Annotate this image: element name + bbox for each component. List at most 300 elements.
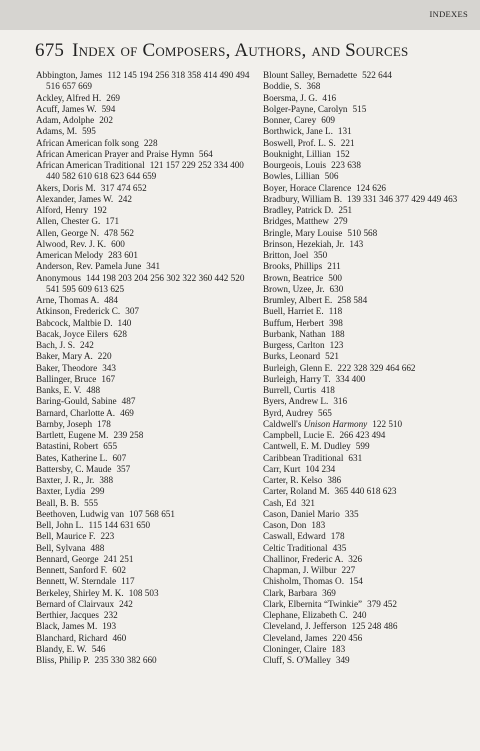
index-entry: [263, 486, 478, 497]
index-entry: [263, 621, 478, 632]
entry-pages: 388: [99, 475, 114, 485]
entry-pages: 521: [325, 351, 339, 362]
entry-name: Barnard, Charlotte A.: [36, 407, 116, 418]
entry-name: Cleveland, J. Jefferson: [263, 621, 347, 632]
entry-name: Adams, M.: [36, 126, 78, 137]
entry-name: Atkinson, Frederick C.: [36, 306, 121, 317]
entry-pages: 223 638: [331, 160, 361, 170]
index-entry: [263, 509, 478, 520]
entry-name: Brown, Beatrice: [263, 272, 324, 283]
index-entry: [263, 228, 478, 239]
index-entry: [263, 273, 478, 284]
index-entry: [36, 509, 251, 520]
index-entry: [36, 441, 251, 452]
entry-name: Chisholm, Thomas O.: [263, 576, 344, 587]
entry-name: Acuff, James W.: [36, 103, 97, 114]
index-entry: [263, 351, 478, 362]
index-entry: [263, 70, 478, 81]
entry-name: Babcock, Maltbie D.: [36, 317, 113, 328]
entry-name: Bacak, Joyce Eilers: [36, 328, 109, 339]
entry-name: Battersby, C. Maude: [36, 463, 112, 474]
index-entry: [263, 306, 478, 317]
entry-name: Baxter, Lydia: [36, 486, 86, 497]
entry-pages: 594: [101, 103, 116, 114]
index-entry: [36, 408, 251, 419]
index-entry: [36, 70, 251, 93]
index-entry: [263, 126, 478, 137]
entry-pages: 599: [355, 441, 370, 452]
entry-pages: 269: [106, 92, 121, 103]
index-entry: [263, 115, 478, 126]
entry-name: Burrell, Curtis: [263, 385, 317, 395]
entry-pages: 368: [306, 81, 321, 92]
entry-pages: 241 251: [103, 553, 134, 564]
index-entry: [36, 633, 251, 644]
entry-pages: 228: [143, 137, 158, 148]
entry-name: Brooks, Phillips: [263, 261, 323, 272]
entry-pages: 416: [322, 92, 337, 103]
entry-name: Anderson, Rev. Pamela June: [36, 261, 142, 272]
entry-name: Burleigh, Harry T.: [263, 373, 331, 384]
index-entry: [36, 318, 251, 329]
entry-name: Alwood, Rev. J. K.: [36, 238, 107, 249]
entry-name: Abbington, James: [36, 70, 103, 80]
index-entry: [263, 599, 478, 610]
index-entry: [263, 430, 478, 441]
entry-name: Banks, E. V.: [36, 385, 82, 395]
index-entry: [36, 396, 251, 407]
index-entry: [36, 104, 251, 115]
index-entry: [36, 644, 251, 655]
index-entry: [263, 239, 478, 250]
entry-pages: 139 331 346 377 429 449 463: [347, 193, 458, 204]
entry-name: Bennett, W. Sterndale: [36, 576, 117, 587]
entry-pages: 369: [322, 587, 336, 598]
index-entry: [36, 610, 251, 621]
index-entry: [263, 464, 478, 475]
entry-name: Baring-Gould, Sabine: [36, 396, 117, 407]
entry-name: Boersma, J. G.: [263, 92, 318, 103]
entry-pages: 220: [97, 351, 112, 362]
entry-name: Blanchard, Richard: [36, 632, 108, 643]
entry-name: Bennett, Sanford F.: [36, 565, 108, 575]
index-entry: [263, 93, 478, 104]
entry-name: Bell, John L.: [36, 520, 84, 530]
entry-pages: 487: [121, 396, 136, 407]
entry-pages: 211: [327, 261, 341, 272]
entry-pages: 124 626: [356, 182, 387, 193]
index-entry: [263, 396, 478, 407]
entry-name: Byers, Andrew L.: [263, 396, 329, 407]
index-entry: [263, 554, 478, 565]
index-entry: [263, 453, 478, 464]
entry-pages: 386: [327, 475, 342, 485]
index-entry: [36, 363, 251, 374]
index-entry: [263, 441, 478, 452]
index-entry: [263, 576, 478, 587]
entry-pages: 630: [329, 283, 344, 294]
index-entry: [263, 171, 478, 182]
entry-pages: 326: [348, 553, 363, 564]
entry-pages: 435: [332, 542, 347, 553]
entry-pages: 107 568 651: [129, 508, 175, 519]
section-label: INDEXES: [429, 9, 468, 19]
entry-name: Buell, Harriet E.: [263, 306, 324, 317]
index-entry: [263, 531, 478, 542]
entry-pages: 299: [90, 486, 105, 497]
index-entry: [263, 149, 478, 160]
entry-pages: 171: [105, 216, 120, 227]
entry-pages: 609: [321, 115, 335, 125]
index-column-left: [36, 70, 251, 666]
index-entry: [36, 261, 251, 272]
entry-name: Cason, Daniel Mario: [263, 508, 340, 519]
index-entry: [263, 588, 478, 599]
entry-pages: 279: [333, 216, 348, 227]
index-entry: [263, 498, 478, 509]
entry-pages: 555: [84, 497, 98, 508]
index-entry: [36, 115, 251, 126]
entry-name: African American Traditional: [36, 160, 145, 170]
entry-name: Bach, J. S.: [36, 340, 76, 350]
entry-name: Allen, Chester G.: [36, 216, 101, 227]
index-entry: [263, 160, 478, 171]
index-entry: [263, 81, 478, 92]
entry-name: Cleveland, James: [263, 632, 328, 643]
index-entry: [263, 261, 478, 272]
entry-pages: 418: [321, 385, 335, 395]
index-entry: [263, 543, 478, 554]
entry-name: Campbell, Lucie E.: [263, 430, 335, 440]
entry-pages: 258 584: [337, 295, 368, 305]
entry-name: Akers, Doris M.: [36, 182, 96, 193]
entry-pages: 118: [328, 306, 343, 317]
entry-pages: 460: [112, 632, 127, 643]
entry-pages: 152: [335, 148, 350, 159]
entry-name: Celtic Traditional: [263, 542, 328, 553]
entry-name: Clark, Elbernita “Twinkie”: [263, 598, 363, 609]
entry-name: Bell, Sylvana: [36, 542, 86, 553]
entry-pages: 631: [348, 452, 363, 463]
entry-pages: 115 144 631 650: [88, 520, 151, 530]
index-entry: [36, 126, 251, 137]
entry-pages: 506: [324, 171, 339, 182]
entry-name: Cluff, S. O'Malley: [263, 655, 331, 665]
entry-name: Beethoven, Ludwig van: [36, 508, 125, 519]
entry-name: Baker, Mary A.: [36, 351, 93, 362]
entry-name: Bourgeois, Louis: [263, 160, 327, 170]
entry-name: Berkeley, Shirley M. K.: [36, 587, 124, 598]
entry-pages: 178: [97, 418, 111, 429]
entry-pages: 123: [329, 340, 344, 350]
index-entry: [263, 363, 478, 374]
entry-pages: 341: [146, 261, 161, 272]
entry-name: Bridges, Matthew: [263, 216, 329, 227]
index-entry: [263, 520, 478, 531]
index-entry: [263, 329, 478, 340]
entry-pages: 104 234: [305, 463, 336, 474]
entry-name: Anonymous: [36, 272, 81, 283]
entry-name: Caribbean Traditional: [263, 452, 344, 463]
entry-pages: 235 330 382 660: [94, 655, 157, 665]
entry-name: Burleigh, Glenn E.: [263, 362, 333, 373]
entry-name: Challinor, Frederic A.: [263, 553, 344, 564]
index-entry: [263, 216, 478, 227]
entry-pages: 334 400: [335, 373, 366, 384]
entry-name: Barnby, Joseph: [36, 418, 93, 429]
entry-pages: 522 644: [362, 70, 392, 80]
entry-name: Beall, B. B.: [36, 497, 80, 508]
entry-pages: 121 157 229 252 334 400 440 582 610 618 623 644 659: [46, 160, 244, 182]
entry-pages: 655: [103, 441, 118, 452]
entry-pages: 232: [103, 610, 118, 620]
index-entry: [36, 520, 251, 531]
entry-pages: 192: [93, 205, 107, 215]
index-entry: [36, 295, 251, 306]
index-entry: [36, 385, 251, 396]
index-entry: [263, 138, 478, 149]
index-entry: [36, 160, 251, 183]
entry-pages: 350: [313, 250, 328, 260]
entry-pages: 343: [102, 362, 116, 373]
index-entry: [36, 588, 251, 599]
entry-name: Boddie, S.: [263, 81, 302, 92]
entry-pages: 484: [104, 295, 118, 305]
entry-pages: 251: [338, 205, 353, 215]
entry-name: Blandy, E. W.: [36, 643, 87, 654]
entry-name: Berthier, Jacques: [36, 610, 99, 620]
entry-name: Clark, Barbara: [263, 587, 318, 598]
index-entry: [36, 565, 251, 576]
index-entry: [36, 576, 251, 587]
index-entry: [36, 329, 251, 340]
entry-name: Ackley, Alfred H.: [36, 92, 102, 103]
index-entry: [263, 610, 478, 621]
entry-name: Chapman, J. Wilbur: [263, 565, 337, 575]
entry-name: Bennard, George: [36, 553, 99, 564]
index-entry: [263, 284, 478, 295]
entry-pages: 167: [101, 373, 116, 384]
entry-name: Cloninger, Claire: [263, 643, 327, 654]
index-entry: [36, 464, 251, 475]
index-entry: [36, 543, 251, 554]
entry-pages: 122 510: [372, 418, 403, 429]
entry-pages: 607: [112, 452, 127, 463]
index-entry: [263, 644, 478, 655]
index-entry: [263, 318, 478, 329]
entry-name: Carter, R. Kelso: [263, 475, 323, 485]
index-entry: [36, 239, 251, 250]
entry-pages: 144 198 203 204 256 302 322 360 442 520 541 595 609 613 625: [46, 272, 245, 294]
entry-pages: 242: [80, 340, 94, 350]
entry-pages: 222 328 329 464 662: [337, 362, 416, 373]
entry-pages: 307: [125, 306, 139, 317]
entry-pages: 515: [352, 103, 367, 114]
entry-pages: 125 248 486: [351, 621, 398, 632]
entry-pages: 317 474 652: [100, 182, 147, 193]
entry-pages: 266 423 494: [339, 430, 386, 440]
entry-name: Boyer, Horace Clarence: [263, 182, 352, 193]
index-entry: [36, 453, 251, 464]
index-entry: [36, 250, 251, 261]
entry-pages: 117: [121, 576, 135, 587]
entry-pages: 500: [328, 272, 342, 283]
entry-name: Alford, Henry: [36, 205, 89, 215]
index-entry: [263, 194, 478, 205]
entry-pages: 349: [335, 655, 350, 665]
entry-name: Arne, Thomas A.: [36, 295, 100, 305]
entry-name: Bartlett, Eugene M.: [36, 430, 109, 440]
entry-name: Carr, Kurt: [263, 463, 301, 474]
entry-pages: 227: [341, 565, 356, 575]
index-entry: [36, 621, 251, 632]
entry-pages: 131: [337, 126, 352, 137]
entry-name: Bowles, Lillian: [263, 171, 320, 182]
index-entry: [36, 554, 251, 565]
entry-name: Adam, Adolphe: [36, 115, 95, 125]
index-entry: [36, 599, 251, 610]
entry-name: Burbank, Nathan: [263, 328, 326, 339]
header-bar: [0, 0, 480, 30]
entry-name: Carter, Roland M.: [263, 486, 330, 497]
entry-pages: 239 258: [113, 430, 144, 440]
entry-pages: 188: [330, 328, 345, 339]
index-entry: [263, 475, 478, 486]
index-entry: [36, 340, 251, 351]
entry-name: Borthwick, Jane L.: [263, 126, 333, 137]
entry-name: Bradbury, William B.: [263, 193, 342, 204]
index-entry: [263, 385, 478, 396]
index-entry: [36, 205, 251, 216]
index-entry: [263, 565, 478, 576]
entry-pages: 140: [117, 317, 132, 328]
entry-name: Batastini, Robert: [36, 441, 99, 452]
entry-name: Byrd, Audrey: [263, 407, 314, 418]
entry-name: Bliss, Philip P.: [36, 655, 90, 665]
index-entry: [36, 228, 251, 239]
entry-name: Alexander, James W.: [36, 193, 114, 204]
entry-name: African American folk song: [36, 137, 139, 148]
index-entry: [263, 183, 478, 194]
entry-pages: 379 452: [367, 598, 397, 609]
entry-pages: 108 503: [128, 587, 159, 598]
index-entry: [36, 486, 251, 497]
entry-pages: 488: [90, 542, 105, 553]
entry-name: Burks, Leonard: [263, 351, 321, 362]
index-entry: [36, 475, 251, 486]
entry-pages: 357: [116, 463, 131, 474]
entry-pages: 202: [99, 115, 113, 125]
entry-pages: 221: [340, 137, 355, 148]
entry-pages: 178: [330, 531, 345, 542]
index-entry: [263, 408, 478, 419]
entry-name: African American Prayer and Praise Hymn: [36, 148, 194, 159]
entry-name: Buffum, Herbert: [263, 317, 325, 328]
index-entry: [36, 531, 251, 542]
entry-pages: 154: [349, 576, 363, 587]
entry-pages: 193: [102, 621, 117, 632]
entry-name: Blount Salley, Bernadette: [263, 70, 358, 80]
index-entry: [36, 351, 251, 362]
entry-name: Bouknight, Lillian: [263, 148, 331, 159]
entry-pages: 283 601: [108, 250, 138, 260]
index-entry: [263, 633, 478, 644]
entry-pages: 316: [333, 396, 348, 407]
title-text: Index of Composers, Authors, and Sources: [72, 40, 409, 61]
index-entry: [36, 419, 251, 430]
entry-pages: 510 568: [347, 227, 378, 238]
entry-name: Ballinger, Bruce: [36, 373, 97, 384]
entry-pages: 565: [318, 407, 332, 418]
index-entry: [263, 655, 478, 666]
entry-pages: 602: [112, 565, 127, 575]
entry-name: Brinson, Hezekiah, Jr.: [263, 238, 345, 249]
index-entry: [263, 340, 478, 351]
entry-pages: 240: [352, 610, 367, 620]
entry-pages: 183: [331, 643, 346, 654]
index-entry: [36, 273, 251, 296]
entry-name: Baxter, J. R., Jr.: [36, 475, 95, 485]
index-entry: [263, 250, 478, 261]
index-entry: [263, 205, 478, 216]
entry-name: Bell, Maurice F.: [36, 531, 96, 542]
entry-name: Baker, Theodore: [36, 362, 98, 373]
entry-name: Caswall, Edward: [263, 531, 326, 542]
entry-name: Bringle, Mary Louise: [263, 227, 343, 238]
index-entry: [36, 138, 251, 149]
index-entry: [36, 306, 251, 317]
index-entry: [263, 104, 478, 115]
entry-name: Allen, George N.: [36, 227, 100, 238]
entry-pages: 183: [311, 520, 326, 530]
entry-pages: 398: [329, 317, 343, 328]
entry-pages: 335: [344, 508, 359, 519]
entry-pages: 223: [100, 531, 115, 542]
entry-pages: 469: [120, 407, 134, 418]
entry-name: Bolger-Payne, Carolyn: [263, 103, 348, 114]
entry-pages: 242: [118, 193, 132, 204]
entry-name: Bernard of Clairvaux: [36, 598, 115, 609]
index-entry: [36, 374, 251, 385]
index-entry: [263, 295, 478, 306]
entry-pages: 600: [111, 238, 125, 249]
entry-pages: 628: [113, 328, 127, 339]
entry-pages: 365 440 618 623: [334, 486, 397, 497]
index-entry: [36, 498, 251, 509]
entry-name: Bonner, Carey: [263, 115, 317, 125]
entry-name: American Melody: [36, 250, 104, 260]
entry-name: Black, James M.: [36, 621, 98, 632]
index-entry: [36, 216, 251, 227]
entry-name: Brown, Uzee, Jr.: [263, 283, 325, 294]
entry-name: Bradley, Patrick D.: [263, 205, 334, 215]
entry-pages: 321: [301, 497, 315, 508]
page-title: [35, 40, 408, 62]
index-entry: [36, 93, 251, 104]
entry-name: Cantwell, E. M. Dudley: [263, 441, 351, 452]
entry-pages: 564: [198, 148, 213, 159]
entry-name: Burgess, Carlton: [263, 340, 325, 350]
index-entry: [36, 194, 251, 205]
page-number: 675: [35, 40, 65, 61]
index-column-right: [263, 70, 478, 666]
entry-name: Cash, Ed: [263, 497, 297, 508]
index-entry: [263, 374, 478, 385]
entry-name: Cason, Don: [263, 520, 307, 530]
entry-name: Brumley, Albert E.: [263, 295, 333, 305]
entry-pages: 112 145 194 256 318 358 414 490 494 516 657 669: [46, 70, 250, 92]
entry-pages: 242: [119, 598, 133, 609]
